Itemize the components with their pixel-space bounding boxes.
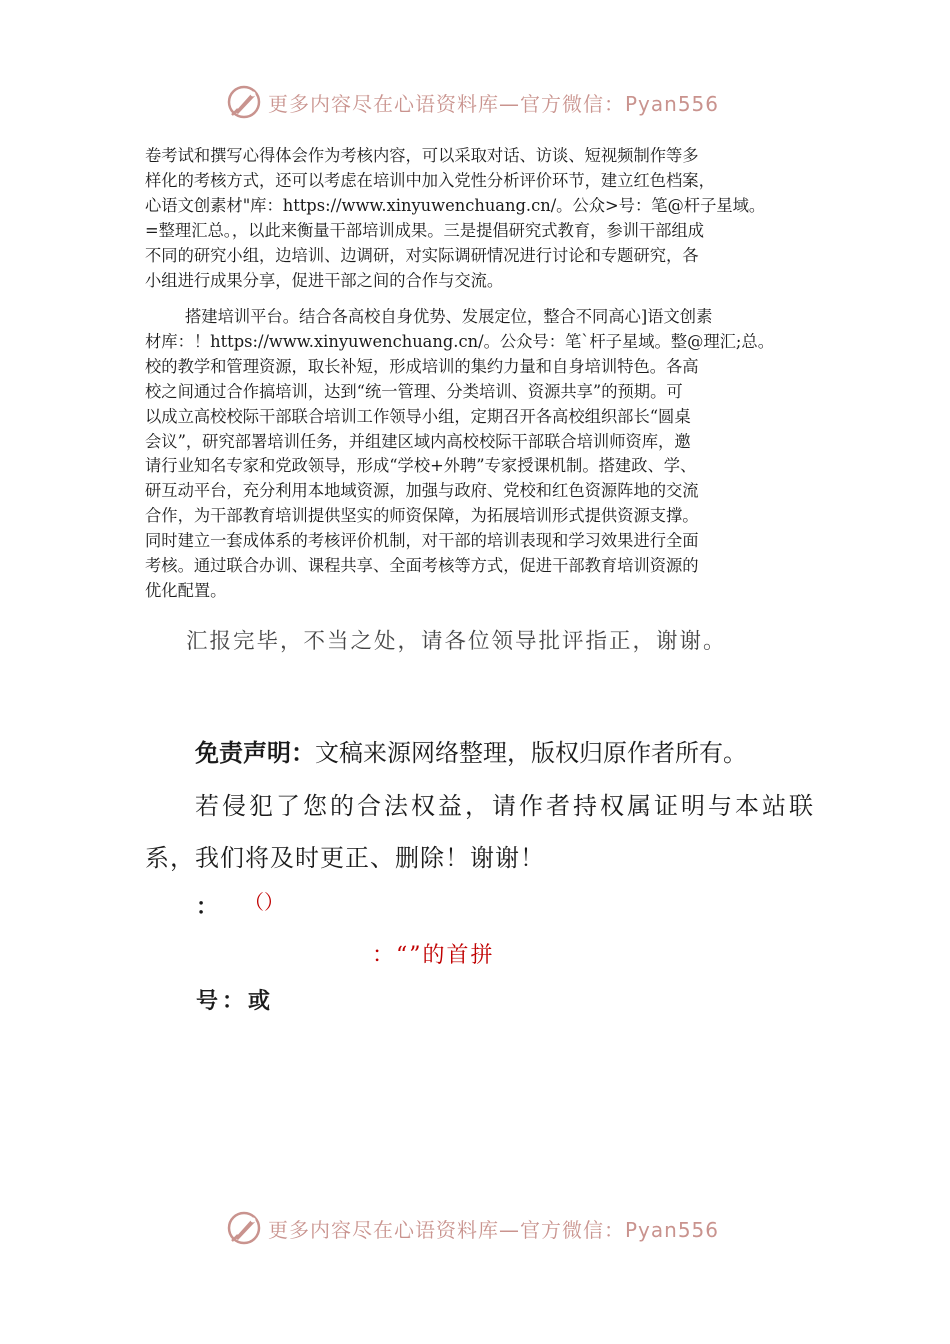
- paragraph-line: 校之间通过合作搞培训，达到“统一管理、分类培训、资源共享”的预期。可: [145, 381, 683, 401]
- paragraph-line: 会议”，研究部署培训任务，并组建区域内高校校际干部联合培训师资库，邀: [145, 431, 691, 451]
- paragraph-line: 请行业知名专家和党政领导，形成“学校+外聘”专家授课机制。搭建政、学、: [145, 456, 697, 476]
- paragraph-line: 搭建培训平台。结合各高校自身优势、发展定位，整合不同高心]语文创素: [185, 307, 713, 326]
- paragraph-line: 样化的考核方式，还可以考虑在培训中加入党性分析评价环节，建立红色档案，: [145, 170, 715, 190]
- paragraph-line: 校的教学和管理资源，取长补短，形成培训的集约力量和自身培训特色。各高: [145, 356, 699, 376]
- paragraph-line: 同时建立一套成体系的考核评价机制，对干部的培训表现和学习效果进行全面: [145, 531, 699, 551]
- paragraph-line: =整理汇总。，以此来衡量干部培训成果。三是提倡研究式教育，参训干部组成: [145, 220, 705, 240]
- disclaimer-line-2: 若侵犯了您的合法权益，请作者持权属证明与本站联: [195, 792, 816, 820]
- paragraph-line: 不同的研究小组，边培训、边调研，对实际调研情况进行讨论和专题研究，各: [145, 245, 699, 265]
- paragraph-2: [145, 305, 820, 604]
- footer-banner-text: 更多内容尽在心语资料库—官方微信：Pyan556: [268, 1217, 720, 1242]
- paragraph-line: 合作，为干部教育培训提供坚实的师资保障，为拓展培训形式提供资源支撑。: [145, 506, 699, 526]
- red-text-fragment: ：“”的首拼: [372, 943, 495, 968]
- paragraph-line: 材库：！https://www.xinyuwenchuang.cn/。公众号：笔`杆子星域。整@理汇;总。: [145, 331, 774, 351]
- paragraph-line: 小组进行成果分享，促进干部之间的合作与交流。: [145, 270, 504, 290]
- bold-text-fragment: 号：或: [196, 989, 275, 1014]
- paren-fragment: （）: [244, 890, 284, 914]
- paragraph-line: 优化配置。: [145, 580, 227, 600]
- paragraph-line: 心语文创素材"库：https://www.xinyuwenchuang.cn/。公众>号：笔@杆子星域。: [145, 195, 766, 215]
- header-banner-text: 更多内容尽在心语资料库—官方微信：Pyan556: [268, 91, 720, 116]
- paragraph-line: 研互动平台，充分利用本地域资源，加强与政府、党校和红色资源阵地的交流: [145, 481, 699, 501]
- colon-fragment: ：: [196, 895, 219, 920]
- quill-logo-icon: [226, 1210, 262, 1246]
- paragraph-line: 以成立高校校际干部联合培训工作领导小组，定期召开各高校组织部长“圆桌: [145, 406, 691, 426]
- disclaimer-label: 免责声明：: [195, 739, 315, 767]
- paragraph-1: [145, 144, 820, 293]
- header-banner: [226, 82, 726, 122]
- disclaimer-line-3: 系，我们将及时更正、删除！谢谢！: [145, 844, 545, 872]
- paragraph-line: 卷考试和撰写心得体会作为考核内容，可以采取对话、访谈、短视频制作等多: [145, 146, 699, 165]
- paragraph-line: 考核。通过联合办训、课程共享、全面考核等方式，促进干部教育培训资源的: [145, 556, 699, 576]
- quill-logo-icon: [226, 84, 262, 120]
- footer-banner: [226, 1208, 726, 1248]
- disclaimer-text: 文稿来源网络整理，版权归原作者所有。: [315, 739, 747, 767]
- disclaimer-line-1: [195, 733, 747, 768]
- closing-remark: 汇报完毕，不当之处，请各位领导批评指正，谢谢。: [186, 629, 727, 654]
